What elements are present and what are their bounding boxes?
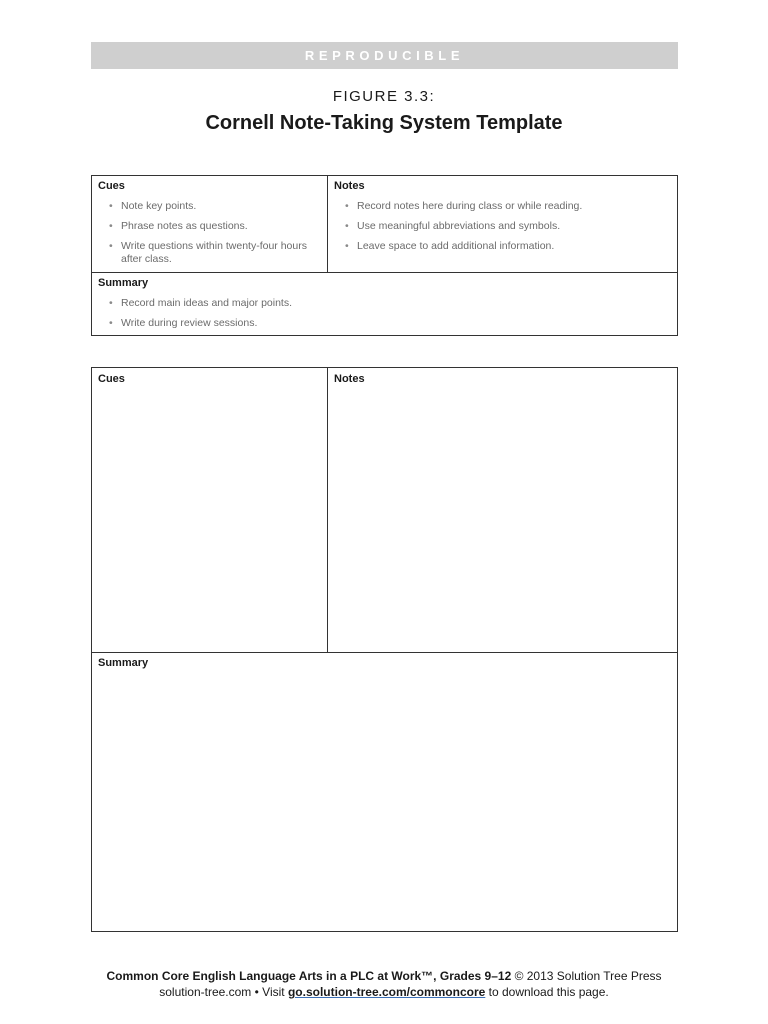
list-item: • Phrase notes as questions. bbox=[109, 220, 321, 233]
reproducible-banner: REPRODUCIBLE bbox=[91, 42, 678, 69]
figure-label: FIGURE 3.3: bbox=[332, 88, 436, 105]
example-cues-list bbox=[109, 200, 321, 273]
example-summary-label: Summary bbox=[98, 277, 149, 289]
list-item: • Write questions within twenty-four hours after class. bbox=[109, 240, 321, 266]
copyright-text: © 2013 Solution Tree Press bbox=[511, 969, 662, 983]
template-summary-divider bbox=[92, 652, 677, 653]
list-item: • Leave space to add additional information. bbox=[345, 240, 665, 253]
example-summary-list bbox=[109, 297, 649, 337]
book-title: Common Core English Language Arts in a PLC at Work™, Grades 9–12 bbox=[106, 969, 512, 983]
page-footer bbox=[0, 968, 768, 1000]
example-cues-label: Cues bbox=[98, 180, 125, 192]
visit-prefix: • Visit bbox=[251, 985, 288, 999]
example-notes-label: Notes bbox=[334, 180, 365, 192]
list-item: • Note key points. bbox=[109, 200, 321, 213]
footer-line-1 bbox=[0, 968, 768, 984]
footer-line-2 bbox=[0, 984, 768, 1000]
visit-suffix: to download this page. bbox=[485, 985, 609, 999]
blank-cornell-box bbox=[91, 367, 678, 932]
template-cues-label: Cues bbox=[98, 373, 125, 385]
example-notes-list bbox=[345, 200, 665, 260]
template-column-divider bbox=[327, 368, 328, 652]
list-item: • Use meaningful abbreviations and symbols. bbox=[345, 220, 665, 233]
example-column-divider bbox=[327, 176, 328, 272]
example-cornell-box bbox=[91, 175, 678, 336]
template-notes-label: Notes bbox=[334, 373, 365, 385]
list-item: • Record notes here during class or while reading. bbox=[345, 200, 665, 213]
download-link[interactable]: go.solution-tree.com/commoncore bbox=[287, 985, 486, 999]
list-item: • Record main ideas and major points. bbox=[109, 297, 649, 310]
list-item: • Write during review sessions. bbox=[109, 317, 649, 330]
site-text: solution-tree.com bbox=[159, 985, 252, 999]
page-title: Cornell Note-Taking System Template bbox=[205, 112, 563, 134]
template-summary-label: Summary bbox=[98, 657, 149, 669]
